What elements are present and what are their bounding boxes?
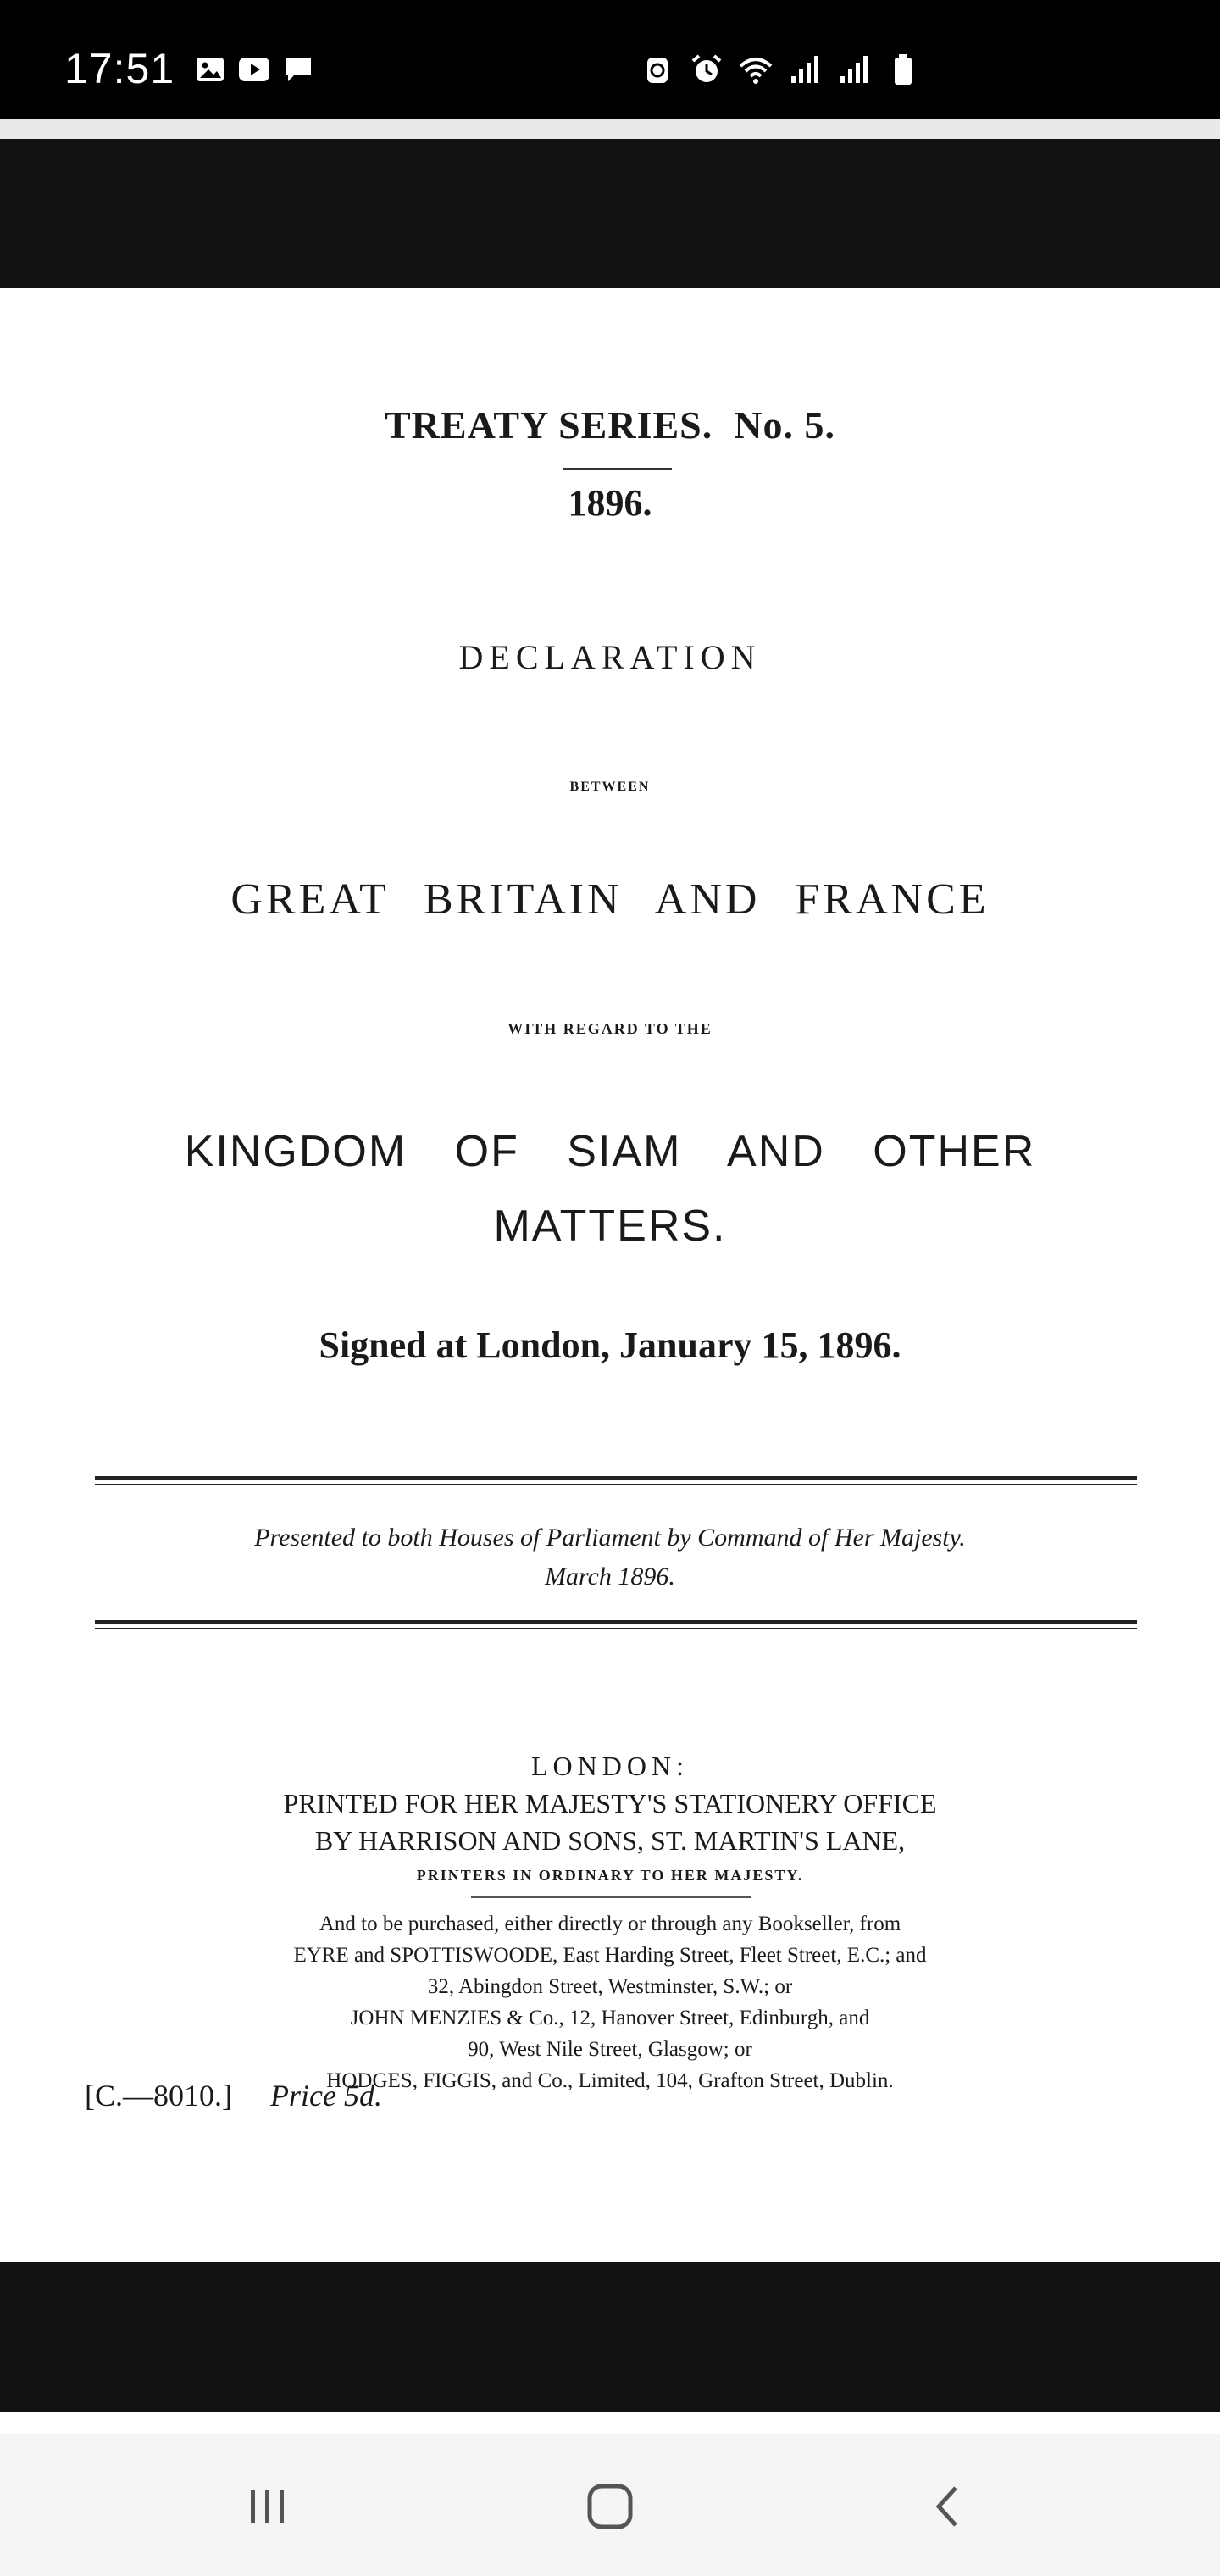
imprint-line-3: PRINTERS IN ORDINARY TO HER MAJESTY.	[416, 1867, 804, 1884]
imprint-block	[0, 1747, 1220, 1891]
imprint-rule	[471, 1896, 751, 1898]
treaty-series-heading	[0, 402, 1220, 447]
double-rule-bottom	[95, 1620, 1137, 1624]
home-button[interactable]	[576, 2473, 644, 2540]
imprint-line-2: BY HARRISON AND SONS, ST. MARTIN'S LANE,	[314, 1825, 906, 1856]
presented-line-2: March 1896.	[545, 1563, 675, 1591]
series-number: No. 5.	[734, 403, 835, 447]
purchase-block	[0, 1908, 1220, 2096]
status-time: 17:51	[64, 45, 175, 92]
battery-icon	[886, 53, 920, 86]
status-bar	[0, 0, 1220, 119]
subject-line-1: KINGDOM OF SIAM AND OTHER	[184, 1127, 1036, 1176]
regard-text: WITH REGARD TO THE	[507, 1020, 713, 1037]
declaration-heading: DECLARATION	[458, 638, 762, 676]
alarm-icon	[690, 53, 724, 86]
youtube-icon	[237, 53, 271, 86]
series-underline	[563, 468, 672, 470]
recents-icon	[242, 2481, 293, 2532]
signed-line: Signed at London, January 15, 1896.	[319, 1324, 901, 1366]
signal-icon	[837, 53, 871, 86]
presented-note	[0, 1518, 1220, 1596]
between-text: BETWEEN	[569, 780, 651, 794]
double-rule-top-thin	[95, 1484, 1137, 1485]
message-icon	[281, 53, 315, 86]
double-rule-top	[95, 1476, 1137, 1480]
price-text: Price 5d.	[270, 2079, 382, 2112]
parties-heading: GREAT BRITAIN AND FRANCE	[230, 875, 990, 924]
imprint-line-1: PRINTED FOR HER MAJESTY'S STATIONERY OFFICE	[283, 1788, 937, 1818]
purchase-line-4: JOHN MENZIES & Co., 12, Hanover Street, Edinburgh, and	[350, 2007, 870, 2029]
series-year: 1896.	[568, 482, 652, 524]
command-number: [C.—8010.]	[85, 2079, 232, 2112]
series-prefix: TREATY	[385, 403, 548, 447]
presented-line-1: Presented to both Houses of Parliament by Command of Her Majesty.	[254, 1524, 966, 1552]
recents-button[interactable]	[234, 2473, 302, 2540]
viewer-bottom-band	[0, 2262, 1220, 2412]
double-rule-bottom-thin	[95, 1628, 1137, 1629]
series-word: SERIES.	[558, 403, 713, 447]
document-page[interactable]	[0, 288, 1220, 2262]
system-icons	[640, 53, 920, 86]
subject-heading	[0, 1114, 1220, 1263]
purchase-line-3: 32, Abingdon Street, Westminster, S.W.; or	[427, 1975, 793, 1998]
back-icon	[923, 2481, 974, 2532]
battery-saver-icon	[640, 53, 674, 86]
imprint-london: LONDON:	[531, 1751, 689, 1781]
purchase-line-5: 90, West Nile Street, Glasgow; or	[468, 2038, 752, 2061]
home-icon	[583, 2479, 637, 2534]
purchase-line-6: HODGES, FIGGIS, and Co., Limited, 104, Grafton Street, Dublin.	[326, 2069, 894, 2092]
purchase-line-1: And to be purchased, either directly or through any Bookseller, from	[319, 1913, 901, 1935]
wifi-icon	[739, 53, 773, 86]
signal-icon	[788, 53, 822, 86]
back-button[interactable]	[915, 2473, 983, 2540]
top-divider	[0, 119, 1220, 139]
command-reference	[85, 2078, 382, 2113]
purchase-line-2: EYRE and SPOTTISWOODE, East Harding Street, Fleet Street, E.C.; and	[293, 1944, 927, 1967]
viewer-top-band	[0, 139, 1220, 288]
gallery-icon	[193, 53, 227, 86]
subject-line-2: MATTERS.	[493, 1202, 727, 1251]
notification-icons	[193, 53, 315, 86]
